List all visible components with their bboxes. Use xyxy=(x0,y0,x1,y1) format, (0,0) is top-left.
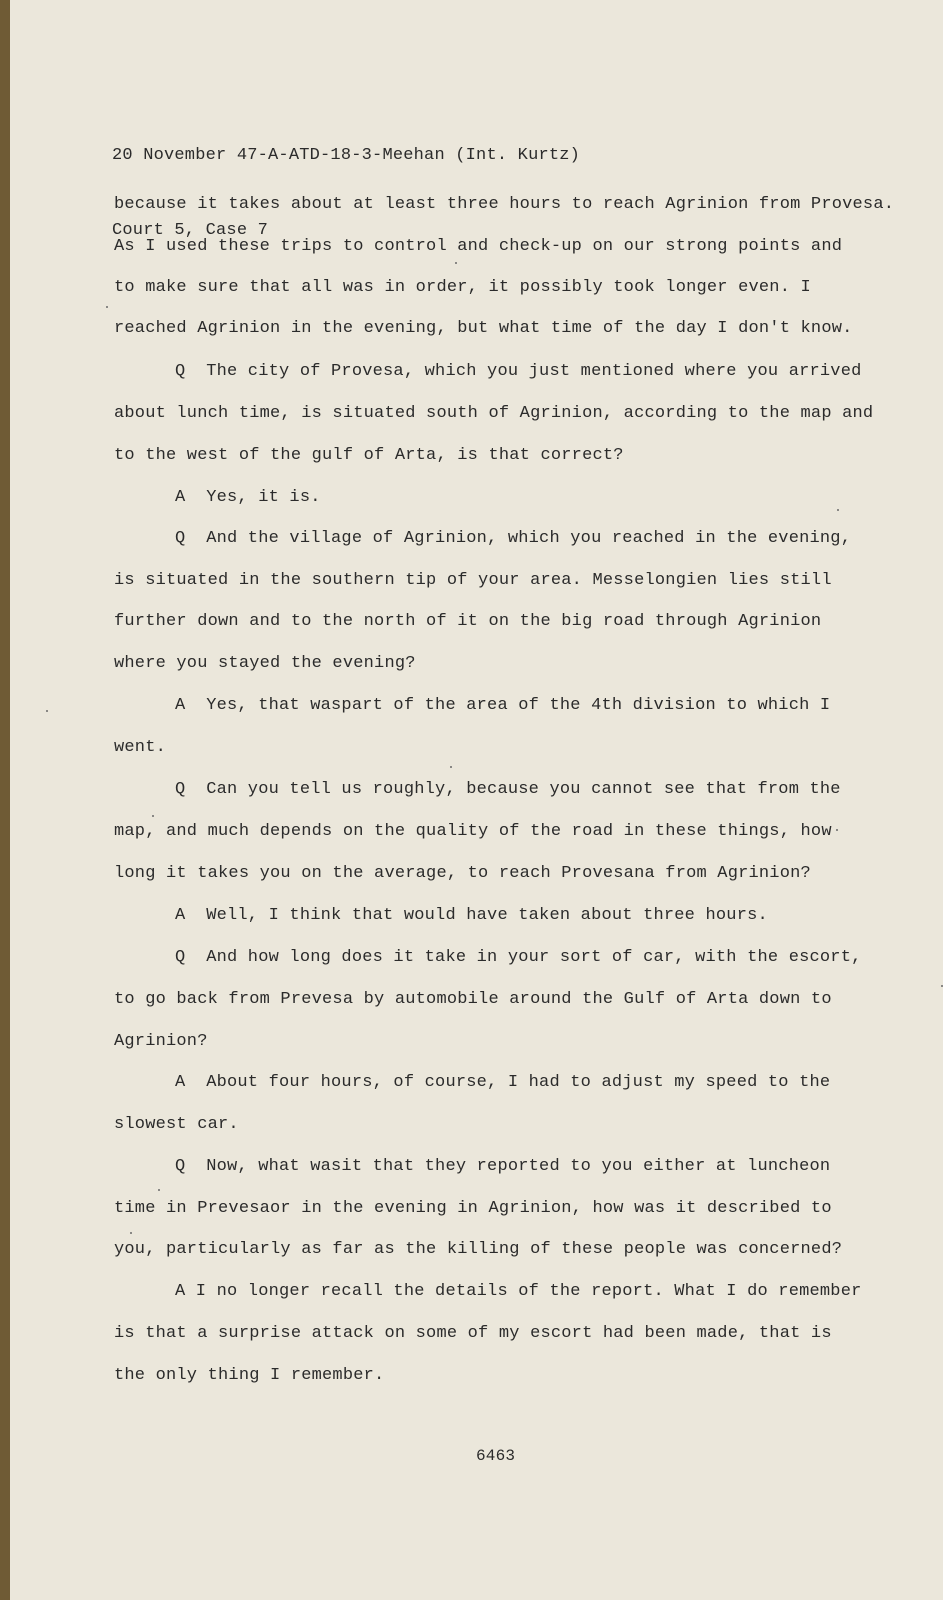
paper-speck xyxy=(46,710,48,712)
body-line: map, and much depends on the quality of the road in these things, how xyxy=(114,822,832,841)
paper-speck xyxy=(455,262,457,264)
body-line: is situated in the southern tip of your area. Messelongien lies still xyxy=(114,571,832,590)
body-line: Agrinion? xyxy=(114,1032,208,1051)
body-line: Q Can you tell us roughly, because you cannot see that from the xyxy=(175,780,841,799)
body-line: A About four hours, of course, I had to adjust my speed to the xyxy=(175,1073,831,1092)
body-line: A I no longer recall the details of the report. What I do remember xyxy=(175,1282,862,1301)
header-line-date-reference: 20 November 47-A-ATD-18-3-Meehan (Int. Kurtz) xyxy=(112,146,581,165)
page-number: 6463 xyxy=(476,1447,516,1465)
body-line: because it takes about at least three hours to reach Agrinion from Provesa. xyxy=(114,195,895,214)
paper-speck xyxy=(450,766,452,768)
body-line: to make sure that all was in order, it possibly took longer even. I xyxy=(114,278,811,297)
body-line: slowest car. xyxy=(114,1115,239,1134)
body-line: went. xyxy=(114,738,167,757)
body-line: A Well, I think that would have taken about three hours. xyxy=(175,906,768,925)
body-line: As I used these trips to control and check-up on our strong points and xyxy=(114,237,843,256)
body-line: about lunch time, is situated south of Agrinion, according to the map and xyxy=(114,404,874,423)
body-line: to go back from Prevesa by automobile around the Gulf of Arta down to xyxy=(114,990,832,1009)
body-line: Q And the village of Agrinion, which you reached in the evening, xyxy=(175,529,852,548)
body-line: is that a surprise attack on some of my escort had been made, that is xyxy=(114,1324,832,1343)
body-line: reached Agrinion in the evening, but what time of the day I don't know. xyxy=(114,319,853,338)
body-line: long it takes you on the average, to reach Provesana from Agrinion? xyxy=(114,864,811,883)
body-line: further down and to the north of it on the big road through Agrinion xyxy=(114,612,822,631)
body-line: where you stayed the evening? xyxy=(114,654,416,673)
header-line-court-case: Court 5, Case 7 xyxy=(112,221,269,240)
body-line: you, particularly as far as the killing of these people was concerned? xyxy=(114,1240,843,1259)
body-line: the only thing I remember. xyxy=(114,1366,385,1385)
body-line: Q The city of Provesa, which you just mentioned where you arrived xyxy=(175,362,862,381)
paper-speck xyxy=(130,1232,132,1234)
body-line: Q And how long does it take in your sort of car, with the escort, xyxy=(175,948,862,967)
paper-speck xyxy=(152,815,154,817)
body-line: A Yes, that waspart of the area of the 4th division to which I xyxy=(175,696,831,715)
body-line: to the west of the gulf of Arta, is that correct? xyxy=(114,446,624,465)
body-line: time in Prevesaor in the evening in Agrinion, how was it described to xyxy=(114,1199,832,1218)
paper-speck xyxy=(158,1189,160,1191)
body-line: A Yes, it is. xyxy=(175,488,321,507)
paper-speck xyxy=(837,509,839,511)
body-line: Q Now, what wasit that they reported to you either at luncheon xyxy=(175,1157,831,1176)
document-header xyxy=(112,93,580,293)
paper-speck xyxy=(836,829,838,831)
paper-speck xyxy=(106,306,108,308)
